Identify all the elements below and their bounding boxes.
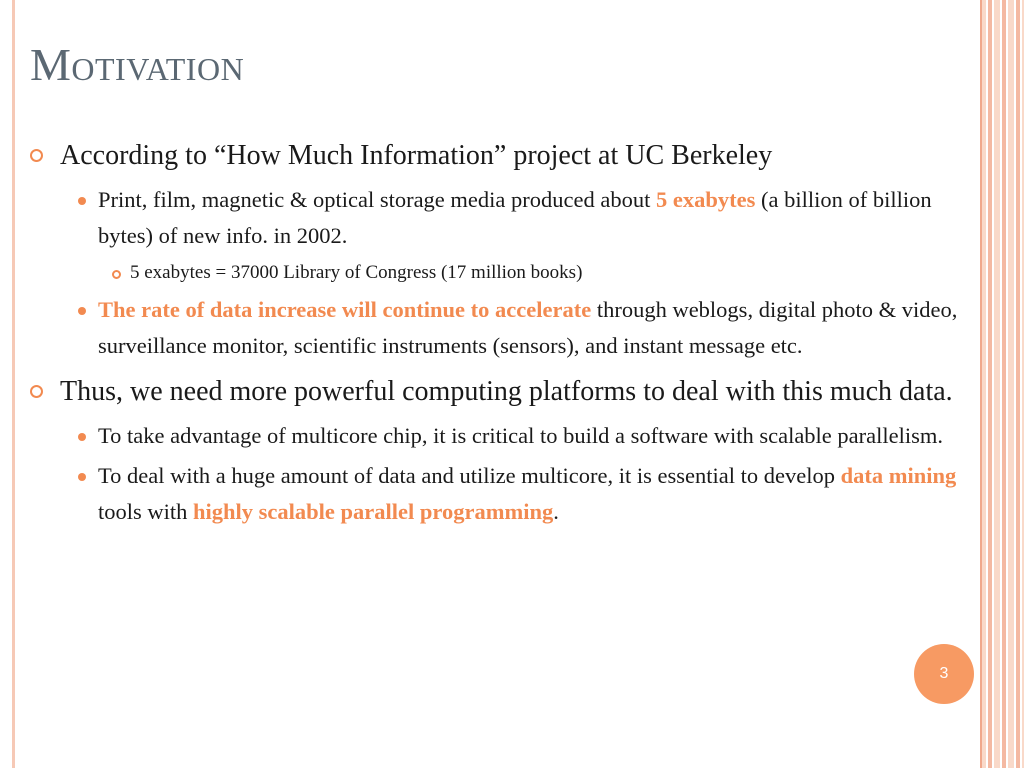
- bullet-level1: [30, 372, 980, 412]
- page-number-badge: 3: [914, 644, 974, 704]
- bullet-level2: [30, 292, 980, 364]
- right-decor-border: [980, 0, 1024, 768]
- left-decor-stripe: [12, 0, 15, 768]
- bullet-text: .: [553, 499, 559, 524]
- bullet-text: tools with: [98, 499, 194, 524]
- bullet-level1: [30, 136, 980, 176]
- bullet-text: To deal with a huge amount of data and utilize multicore, it is essential to develop: [98, 463, 841, 488]
- dot-bullet-icon: [78, 197, 86, 205]
- small-ring-bullet-icon: [112, 270, 121, 279]
- slide-title: Motivation: [30, 39, 245, 90]
- dot-bullet-icon: [78, 307, 86, 315]
- ring-bullet-icon: [30, 385, 43, 398]
- ring-bullet-icon: [30, 149, 43, 162]
- bullet-text: To take advantage of multicore chip, it is critical to build a software with scalable parallelism.: [98, 423, 944, 448]
- bullet-text: Print, film, magnetic & optical storage media produced about: [98, 187, 656, 212]
- slide-content: [30, 136, 980, 534]
- highlight-text: 5 exabytes: [655, 187, 756, 212]
- bullet-text: Thus, we need more powerful computing platforms to deal with this much data.: [60, 376, 953, 407]
- bullet-level3: [30, 258, 980, 288]
- dot-bullet-icon: [78, 473, 86, 481]
- bullet-text: through weblogs, digital photo & video, surveillance monitor, scientific instruments (sensors), and instant message etc.: [98, 297, 958, 358]
- dot-bullet-icon: [78, 433, 86, 441]
- highlight-text: highly scalable parallel programming: [193, 499, 554, 524]
- highlight-text: data mining: [840, 463, 957, 488]
- bullet-level2: [30, 182, 980, 254]
- bullet-text: (a billion of billion bytes) of new info. in 2002.: [98, 187, 932, 248]
- bullet-text: According to “How Much Information” project at UC Berkeley: [60, 140, 773, 171]
- bullet-level2: [30, 418, 980, 454]
- highlight-text: The rate of data increase will continue to accelerate: [98, 297, 592, 322]
- bullet-text: 5 exabytes = 37000 Library of Congress (17 million books): [130, 262, 583, 283]
- bullet-level2: [30, 458, 980, 530]
